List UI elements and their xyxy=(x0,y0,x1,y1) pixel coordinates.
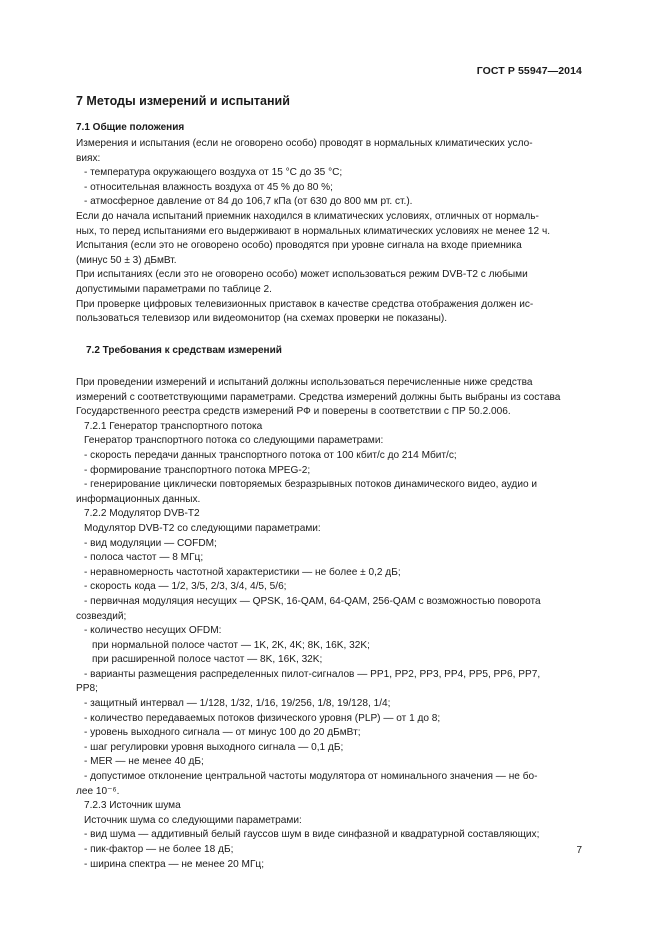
list-item-continuation: информационных данных. xyxy=(76,493,201,505)
subsection-7-2-body xyxy=(76,376,582,872)
subsection-7-1-title: 7.1 Общие положения xyxy=(76,122,185,133)
paragraph-line: допустимыми параметрами по таблице 2. xyxy=(76,283,272,295)
standard-number: ГОСТ Р 55947—2014 xyxy=(476,65,582,77)
paragraph-line: виях: xyxy=(76,152,101,164)
list-item: - вид модуляции — COFDM; xyxy=(84,537,217,549)
list-item: - скорость кода — 1/2, 3/5, 2/3, 3/4, 4/5, 5/6; xyxy=(84,581,287,593)
section-7-title: 7 Методы измерений и испытаний xyxy=(76,94,290,108)
list-item-continuation: созвездий; xyxy=(76,610,127,622)
list-item: - относительная влажность воздуха от 45 % до 80 %; xyxy=(84,181,333,193)
paragraph-line: Измерения и испытания (если не оговорено особо) проводят в нормальных климатических усло- xyxy=(76,138,533,149)
paragraph-line: (минус 50 ± 3) дБмВт. xyxy=(76,254,177,266)
paragraph-line: При испытаниях (если это не оговорено особо) может использоваться режим DVB-T2 с любыми xyxy=(76,269,528,281)
paragraph-line: При проведении измерений и испытаний должны использоваться перечисленные ниже средства xyxy=(76,377,533,388)
list-item-continuation: РР8; xyxy=(76,683,98,695)
list-item: - допустимое отклонение центральной частоты модулятора от номинального значения — не бо- xyxy=(84,771,538,783)
list-item: - неравномерность частотной характеристики — не более ± 0,2 дБ; xyxy=(84,566,401,578)
clause-heading: 7.2.2 Модулятор DVB-T2 xyxy=(84,508,200,520)
list-item: - атмосферное давление от 84 до 106,7 кПа (от 630 до 800 мм рт. ст.). xyxy=(84,196,413,208)
list-item: - уровень выходного сигнала — от минус 100 до 20 дБмВт; xyxy=(84,727,361,739)
paragraph-line: Испытания (если это не оговорено особо) проводятся при уровне сигнала на входе приемника xyxy=(76,240,522,252)
paragraph-line: Генератор транспортного потока со следующими параметрами: xyxy=(84,435,384,447)
list-item: - полоса частот — 8 МГц; xyxy=(84,552,204,564)
list-item: - вид шума — аддитивный белый гауссов шум в виде синфазной и квадратурной составляющих; xyxy=(84,829,540,841)
list-item: - генерирование циклически повторяемых безразрывных потоков динамического видео, аудио и xyxy=(84,479,538,491)
sub-list-item: при нормальной полосе частот — 1K, 2K, 4K; 8K, 16K, 32K; xyxy=(92,639,370,651)
list-item: - формирование транспортного потока MPEG-2; xyxy=(84,464,311,476)
list-item: - температура окружающего воздуха от 15 °С до 35 °С; xyxy=(84,167,343,179)
page-number: 7 xyxy=(576,845,582,856)
paragraph-line: Государственного реестра средств измерений РФ и поверены в соответствии с ПР 50.2.006. xyxy=(76,406,511,418)
subsection-7-2-title: 7.2 Требования к средствам измерений xyxy=(86,345,282,356)
clause-heading: 7.2.3 Источник шума xyxy=(84,800,181,812)
list-item: - защитный интервал — 1/128, 1/32, 1/16, 19/256, 1/8, 19/128, 1/4; xyxy=(84,698,391,710)
paragraph-line: Источник шума со следующими параметрами: xyxy=(84,814,302,826)
list-item: - шаг регулировки уровня выходного сигнала — 0,1 дБ; xyxy=(84,741,344,753)
paragraph-line: измерений с соответствующими параметрами. Средства измерений должны быть выбраны из состава xyxy=(76,391,561,403)
paragraph-line: пользоваться телевизор или видеомонитор (на схемах проверки не показаны). xyxy=(76,313,448,325)
clause-heading: 7.2.1 Генератор транспортного потока xyxy=(84,420,263,432)
list-item: - варианты размещения распределенных пилот-сигналов — РР1, РР2, РР3, РР4, РР5, РР6, РР7, xyxy=(84,668,541,680)
list-item: - количество несущих OFDM: xyxy=(84,625,222,637)
paragraph-line: ных, то перед испытаниями его выдерживают в нормальных климатических условиях не менее 12 ч. xyxy=(76,225,551,237)
sub-list-item: при расширенной полосе частот — 8K, 16K, 32K; xyxy=(92,654,323,666)
paragraph-line: Если до начала испытаний приемник находился в климатических условиях, отличных от нормаль- xyxy=(76,210,539,222)
paragraph-line: При проверке цифровых телевизионных приставок в качестве средства отображения должен ис- xyxy=(76,298,534,310)
list-item: - пик-фактор — не более 18 дБ; xyxy=(84,844,234,855)
subsection-7-1-body xyxy=(76,137,582,327)
list-item-continuation: лее 10⁻⁶. xyxy=(76,785,120,797)
list-item: - скорость передачи данных транспортного потока от 100 кбит/с до 214 Мбит/с; xyxy=(84,449,457,461)
list-item: - количество передаваемых потоков физического уровня (PLP) — от 1 до 8; xyxy=(84,712,441,724)
list-item: - MER — не менее 40 дБ; xyxy=(84,756,204,768)
list-item: - первичная модуляция несущих — QPSK, 16-QAM, 64-QAM, 256-QAM с возможностью поворота xyxy=(84,595,541,607)
list-item: - ширина спектра — не менее 20 МГц; xyxy=(84,858,264,870)
paragraph-line: Модулятор DVB-T2 со следующими параметрами: xyxy=(84,522,321,534)
